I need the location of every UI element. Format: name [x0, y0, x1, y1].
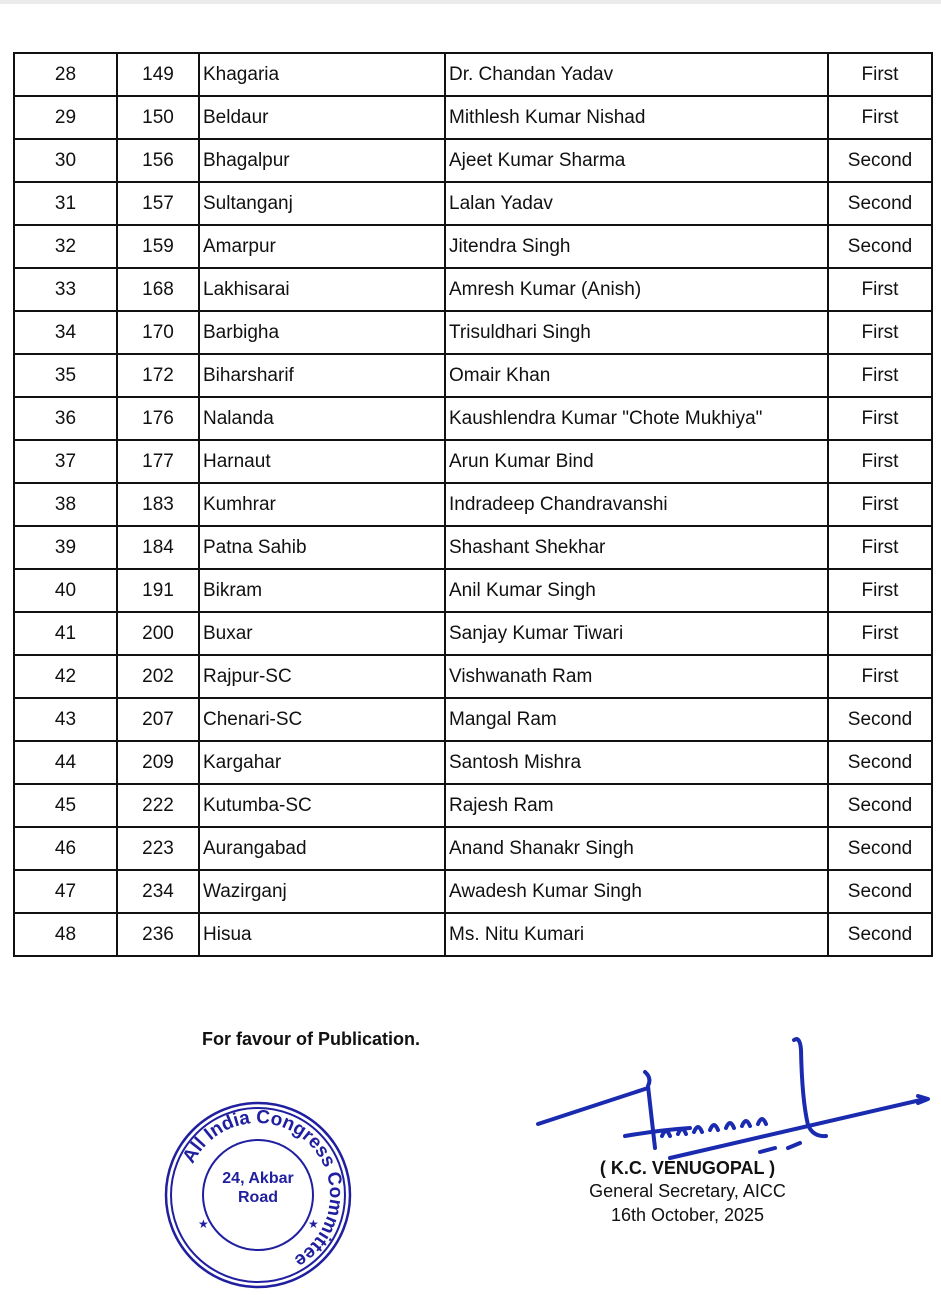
- constituency-cell: Wazirganj: [199, 870, 445, 913]
- serial-number-cell: 33: [14, 268, 117, 311]
- signatory-title: General Secretary, AICC: [589, 1181, 786, 1201]
- candidate-table-body: [14, 53, 932, 956]
- constituency-cell: Biharsharif: [199, 354, 445, 397]
- constituency-cell: Nalanda: [199, 397, 445, 440]
- candidate-name-cell: Amresh Kumar (Anish): [445, 268, 828, 311]
- ac-number-cell: 236: [117, 913, 199, 956]
- table-row: [14, 268, 932, 311]
- ac-number-cell: 177: [117, 440, 199, 483]
- svg-text:★: ★: [198, 1217, 209, 1231]
- ac-number-cell: 209: [117, 741, 199, 784]
- constituency-cell: Bhagalpur: [199, 139, 445, 182]
- phase-cell: First: [828, 526, 932, 569]
- table-row: [14, 182, 932, 225]
- serial-number-cell: 43: [14, 698, 117, 741]
- phase-cell: First: [828, 655, 932, 698]
- serial-number-cell: 37: [14, 440, 117, 483]
- serial-number-cell: 32: [14, 225, 117, 268]
- signatory-name: ( K.C. VENUGOPAL ): [599, 1158, 776, 1178]
- table-row: [14, 698, 932, 741]
- table-row: [14, 569, 932, 612]
- candidate-name-cell: Shashant Shekhar: [445, 526, 828, 569]
- constituency-cell: Sultanganj: [199, 182, 445, 225]
- ac-number-cell: 207: [117, 698, 199, 741]
- candidate-name-cell: Arun Kumar Bind: [445, 440, 828, 483]
- serial-number-cell: 30: [14, 139, 117, 182]
- candidate-name-cell: Anil Kumar Singh: [445, 569, 828, 612]
- phase-cell: First: [828, 53, 932, 96]
- serial-number-cell: 48: [14, 913, 117, 956]
- candidate-name-cell: Ms. Nitu Kumari: [445, 913, 828, 956]
- phase-cell: Second: [828, 698, 932, 741]
- serial-number-cell: 40: [14, 569, 117, 612]
- candidate-name-cell: Lalan Yadav: [445, 182, 828, 225]
- phase-cell: First: [828, 569, 932, 612]
- table-row: [14, 741, 932, 784]
- publication-note: For favour of Publication.: [202, 1029, 421, 1049]
- serial-number-cell: 36: [14, 397, 117, 440]
- ac-number-cell: 222: [117, 784, 199, 827]
- serial-number-cell: 45: [14, 784, 117, 827]
- ac-number-cell: 223: [117, 827, 199, 870]
- serial-number-cell: 34: [14, 311, 117, 354]
- candidate-name-cell: Indradeep Chandravanshi: [445, 483, 828, 526]
- serial-number-cell: 35: [14, 354, 117, 397]
- phase-cell: First: [828, 483, 932, 526]
- serial-number-cell: 42: [14, 655, 117, 698]
- candidate-name-cell: Mangal Ram: [445, 698, 828, 741]
- candidate-name-cell: Vishwanath Ram: [445, 655, 828, 698]
- serial-number-cell: 29: [14, 96, 117, 139]
- ac-number-cell: 156: [117, 139, 199, 182]
- phase-cell: First: [828, 268, 932, 311]
- table-row: [14, 526, 932, 569]
- ac-number-cell: 159: [117, 225, 199, 268]
- table-row: [14, 225, 932, 268]
- constituency-cell: Patna Sahib: [199, 526, 445, 569]
- official-seal-icon: [163, 1100, 353, 1290]
- serial-number-cell: 28: [14, 53, 117, 96]
- phase-cell: Second: [828, 182, 932, 225]
- ac-number-cell: 168: [117, 268, 199, 311]
- ac-number-cell: 234: [117, 870, 199, 913]
- phase-cell: First: [828, 440, 932, 483]
- phase-cell: Second: [828, 139, 932, 182]
- table-row: [14, 139, 932, 182]
- constituency-cell: Kargahar: [199, 741, 445, 784]
- phase-cell: Second: [828, 913, 932, 956]
- candidate-name-cell: Ajeet Kumar Sharma: [445, 139, 828, 182]
- table-row: [14, 311, 932, 354]
- constituency-cell: Aurangabad: [199, 827, 445, 870]
- ac-number-cell: 170: [117, 311, 199, 354]
- candidate-name-cell: Sanjay Kumar Tiwari: [445, 612, 828, 655]
- phase-cell: Second: [828, 827, 932, 870]
- serial-number-cell: 44: [14, 741, 117, 784]
- stamp-outer-text: All India Congress Committee: [178, 1106, 347, 1272]
- candidate-name-cell: Omair Khan: [445, 354, 828, 397]
- svg-text:★: ★: [308, 1217, 319, 1231]
- table-row: [14, 354, 932, 397]
- constituency-cell: Bikram: [199, 569, 445, 612]
- ac-number-cell: 184: [117, 526, 199, 569]
- serial-number-cell: 46: [14, 827, 117, 870]
- table-row: [14, 397, 932, 440]
- table-row: [14, 913, 932, 956]
- table-row: [14, 784, 932, 827]
- table-row: [14, 870, 932, 913]
- serial-number-cell: 31: [14, 182, 117, 225]
- candidate-name-cell: Jitendra Singh: [445, 225, 828, 268]
- stamp-inner-line2: Road: [238, 1189, 278, 1206]
- candidate-name-cell: Kaushlendra Kumar "Chote Mukhiya": [445, 397, 828, 440]
- table-row: [14, 827, 932, 870]
- candidate-name-cell: Rajesh Ram: [445, 784, 828, 827]
- serial-number-cell: 41: [14, 612, 117, 655]
- ac-number-cell: 183: [117, 483, 199, 526]
- viewer-top-band: [0, 0, 941, 4]
- constituency-cell: Barbigha: [199, 311, 445, 354]
- candidate-name-cell: Anand Shanakr Singh: [445, 827, 828, 870]
- ac-number-cell: 202: [117, 655, 199, 698]
- ac-number-cell: 172: [117, 354, 199, 397]
- phase-cell: First: [828, 354, 932, 397]
- table-row: [14, 483, 932, 526]
- ac-number-cell: 150: [117, 96, 199, 139]
- candidate-name-cell: Santosh Mishra: [445, 741, 828, 784]
- candidate-name-cell: Trisuldhari Singh: [445, 311, 828, 354]
- ac-number-cell: 176: [117, 397, 199, 440]
- table-row: [14, 440, 932, 483]
- constituency-cell: Buxar: [199, 612, 445, 655]
- constituency-cell: Khagaria: [199, 53, 445, 96]
- constituency-cell: Chenari-SC: [199, 698, 445, 741]
- phase-cell: First: [828, 397, 932, 440]
- constituency-cell: Harnaut: [199, 440, 445, 483]
- ac-number-cell: 157: [117, 182, 199, 225]
- ac-number-cell: 191: [117, 569, 199, 612]
- phase-cell: Second: [828, 225, 932, 268]
- constituency-cell: Hisua: [199, 913, 445, 956]
- ac-number-cell: 149: [117, 53, 199, 96]
- signatory-block: [560, 1157, 815, 1227]
- table-row: [14, 96, 932, 139]
- phase-cell: Second: [828, 870, 932, 913]
- table-row: [14, 612, 932, 655]
- candidate-name-cell: Dr. Chandan Yadav: [445, 53, 828, 96]
- constituency-cell: Kutumba-SC: [199, 784, 445, 827]
- constituency-cell: Kumhrar: [199, 483, 445, 526]
- serial-number-cell: 38: [14, 483, 117, 526]
- constituency-cell: Rajpur-SC: [199, 655, 445, 698]
- ac-number-cell: 200: [117, 612, 199, 655]
- serial-number-cell: 47: [14, 870, 117, 913]
- candidate-name-cell: Mithlesh Kumar Nishad: [445, 96, 828, 139]
- constituency-cell: Beldaur: [199, 96, 445, 139]
- serial-number-cell: 39: [14, 526, 117, 569]
- constituency-cell: Lakhisarai: [199, 268, 445, 311]
- candidate-list-table: [13, 52, 933, 957]
- constituency-cell: Amarpur: [199, 225, 445, 268]
- stamp-inner-line1: 24, Akbar: [222, 1170, 294, 1187]
- table-row: [14, 655, 932, 698]
- signatory-date: 16th October, 2025: [610, 1205, 765, 1225]
- phase-cell: First: [828, 96, 932, 139]
- candidate-name-cell: Awadesh Kumar Singh: [445, 870, 828, 913]
- table-row: [14, 53, 932, 96]
- phase-cell: Second: [828, 784, 932, 827]
- phase-cell: First: [828, 311, 932, 354]
- phase-cell: First: [828, 612, 932, 655]
- phase-cell: Second: [828, 741, 932, 784]
- handwritten-signature-icon: [530, 1030, 941, 1165]
